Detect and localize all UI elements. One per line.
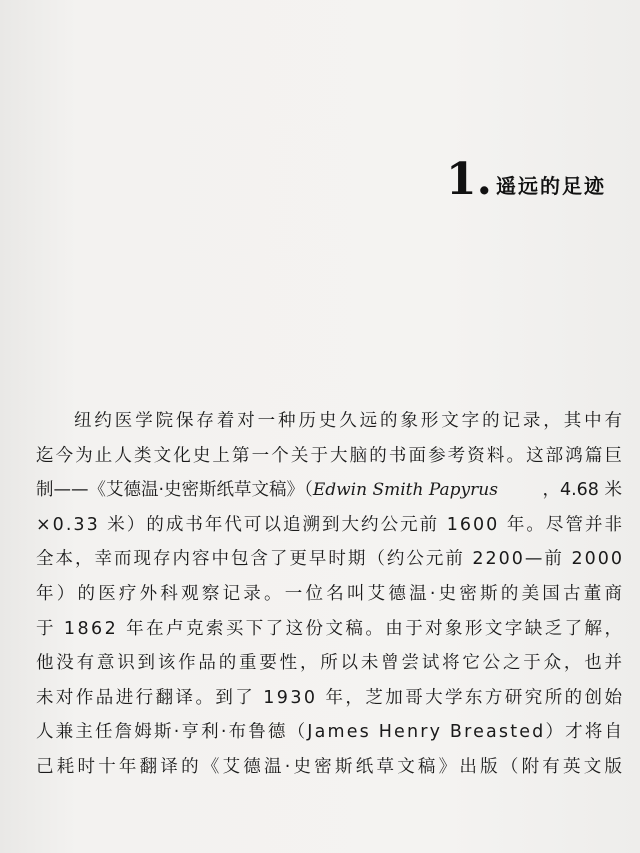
papyrus-latin-title: Edwin Smith Papyrus — [312, 480, 498, 501]
paragraph-line: 迄今为止人类文化史上第一个关于大脑的书面参考资料。这部鸿篇巨 — [36, 445, 625, 466]
paragraph-line: 未对作品进行翻译。到了 1930 年，芝加哥大学东方研究所的创始 — [36, 687, 625, 708]
paragraph-line: 于 1862 年在卢克索买下了这份文稿。由于对象形文字缺乏了解， — [36, 618, 625, 639]
paragraph-line: 己耗时十年翻译的《艾德温·史密斯纸草文稿》出版（附有英文版 — [36, 756, 626, 777]
paragraph-line: 人兼主任詹姆斯·亨利·布鲁德（James Henry Breasted）才将自 — [36, 722, 625, 743]
paragraph-line: ×0.33 米）的成书年代可以追溯到大约公元前 1600 年。尽管并非 — [36, 514, 625, 535]
chapter-heading — [446, 154, 606, 205]
chapter-number: 1 — [446, 154, 477, 205]
paragraph-line: 纽约医学院保存着对一种历史久远的象形文字的记录，其中有 — [74, 411, 625, 431]
paragraph-line: 制——《艾德温·史密斯纸草文稿》（ Edwin Smith Papyrus ，4.68 米 — [36, 473, 622, 508]
chapter-title: 遥远的足迹 — [496, 174, 606, 198]
paragraph-line: 年）的医疗外科观察记录。一位名叫艾德温·史密斯的美国古董商 — [36, 583, 626, 604]
chapter-dot: . — [476, 154, 492, 205]
paragraph-line: 全本，幸而现存内容中包含了更早时期（约公元前 2200—前 2000 — [36, 549, 624, 570]
paragraph-line: 他没有意识到该作品的重要性，所以未曾尝试将它公之于众，也并 — [36, 653, 625, 674]
paragraph — [36, 404, 626, 785]
